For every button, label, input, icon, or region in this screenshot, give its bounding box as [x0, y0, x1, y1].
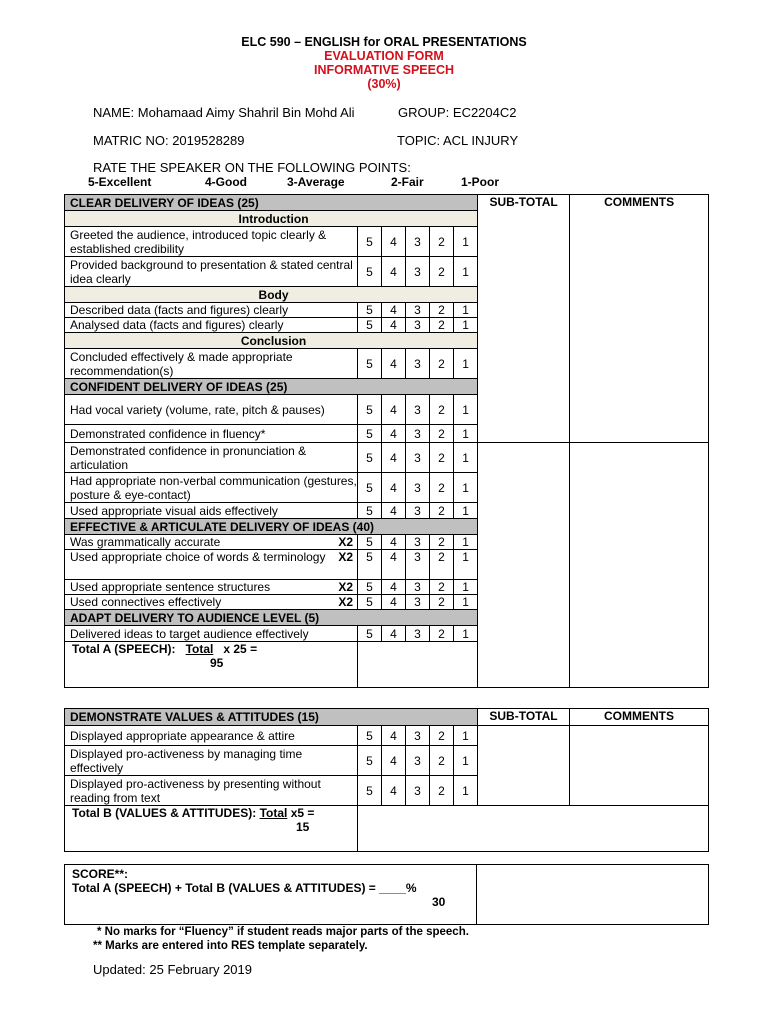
rating-4[interactable]: 4	[382, 535, 406, 550]
rating-2[interactable]: 2	[430, 726, 454, 746]
criterion-label: Displayed pro-activeness by managing time effectively	[65, 746, 358, 776]
rating-4[interactable]: 4	[382, 318, 406, 333]
scale-4: 4-Good	[205, 175, 247, 189]
rating-5[interactable]: 5	[358, 349, 382, 379]
subheading-body: Body	[65, 287, 478, 303]
rating-5[interactable]: 5	[358, 626, 382, 642]
rating-2[interactable]: 2	[430, 626, 454, 642]
rating-3[interactable]: 3	[406, 318, 430, 333]
rating-4[interactable]: 4	[382, 395, 406, 425]
total-b-multiplier: x5 =	[290, 806, 315, 820]
rating-2[interactable]: 2	[430, 595, 454, 610]
rating-4[interactable]: 4	[382, 503, 406, 519]
rating-4[interactable]: 4	[382, 349, 406, 379]
rating-1[interactable]: 1	[454, 626, 478, 642]
rating-4[interactable]: 4	[382, 726, 406, 746]
course-title: ELC 590 – ENGLISH for ORAL PRESENTATIONS	[241, 35, 527, 49]
rating-4[interactable]: 4	[382, 425, 406, 443]
rating-3[interactable]: 3	[406, 595, 430, 610]
criterion-label: Displayed appropriate appearance & attire	[65, 726, 358, 746]
total-a-label: Total A (SPEECH):	[72, 642, 176, 656]
rating-5[interactable]: 5	[358, 726, 382, 746]
subheading-conclusion: Conclusion	[65, 333, 478, 349]
rating-4[interactable]: 4	[382, 595, 406, 610]
rating-1[interactable]: 1	[454, 425, 478, 443]
comments-header: COMMENTS	[570, 195, 709, 443]
rating-3[interactable]: 3	[406, 726, 430, 746]
rating-2[interactable]: 2	[430, 303, 454, 318]
rating-5[interactable]: 5	[358, 776, 382, 806]
footnote-fluency: * No marks for “Fluency” if student reads major parts of the speech.	[97, 926, 469, 938]
scale-1: 1-Poor	[461, 175, 500, 189]
rating-2[interactable]: 2	[430, 395, 454, 425]
score-label: SCORE**:	[72, 867, 129, 881]
total-a-denominator: 95	[210, 656, 224, 670]
subtotal-cell-b[interactable]	[478, 726, 570, 806]
section-clear-delivery: CLEAR DELIVERY OF IDEAS (25)	[65, 195, 478, 211]
rating-5[interactable]: 5	[358, 425, 382, 443]
rating-2[interactable]: 2	[430, 535, 454, 550]
rating-4[interactable]: 4	[382, 443, 406, 473]
criterion-label: Described data (facts and figures) clearly	[65, 303, 358, 318]
multiplier-x2: X2	[338, 535, 353, 549]
subtotal-header: SUB-TOTAL	[478, 195, 570, 443]
rating-3[interactable]: 3	[406, 580, 430, 595]
rating-2[interactable]: 2	[430, 580, 454, 595]
rating-3[interactable]: 3	[406, 227, 430, 257]
rating-4[interactable]: 4	[382, 303, 406, 318]
rating-4[interactable]: 4	[382, 227, 406, 257]
criterion-label: Delivered ideas to target audience effectively	[65, 626, 358, 642]
total-a-word: Total	[185, 642, 214, 656]
criterion-row	[65, 726, 709, 746]
total-b-cell	[65, 806, 358, 852]
student-name: NAME: Mohamaad Aimy Shahril Bin Mohd Ali	[93, 105, 355, 120]
criterion-row	[65, 443, 709, 473]
criterion-label: Demonstrated confidence in fluency*	[65, 425, 358, 443]
rating-2[interactable]: 2	[430, 503, 454, 519]
rating-3[interactable]: 3	[406, 776, 430, 806]
rating-3[interactable]: 3	[406, 425, 430, 443]
score-value[interactable]	[477, 865, 709, 925]
speech-type: INFORMATIVE SPEECH	[313, 63, 455, 77]
rating-3[interactable]: 3	[406, 349, 430, 379]
rating-1[interactable]: 1	[454, 726, 478, 746]
rating-1[interactable]: 1	[454, 395, 478, 425]
rating-2[interactable]: 2	[430, 443, 454, 473]
criterion-label: Had appropriate non-verbal communication (gestures, posture & eye-contact)	[65, 473, 358, 503]
scale-2: 2-Fair	[391, 175, 424, 189]
rating-5[interactable]: 5	[358, 503, 382, 519]
rating-2[interactable]: 2	[430, 425, 454, 443]
score-cell	[65, 865, 477, 925]
rating-5[interactable]: 5	[358, 550, 382, 580]
updated-date: Updated: 25 February 2019	[93, 962, 252, 977]
rating-5[interactable]: 5	[358, 473, 382, 503]
rating-3[interactable]: 3	[406, 746, 430, 776]
criterion-label: Used appropriate visual aids effectively	[65, 503, 358, 519]
total-a-value[interactable]	[358, 642, 709, 688]
score-table	[64, 864, 709, 925]
scale-3: 3-Average	[287, 175, 345, 189]
criterion-label: Provided background to presentation & stated central idea clearly	[65, 257, 358, 287]
student-group: GROUP: EC2204C2	[398, 105, 517, 120]
rating-3[interactable]: 3	[406, 257, 430, 287]
rating-4[interactable]: 4	[382, 776, 406, 806]
rating-5[interactable]: 5	[358, 257, 382, 287]
rating-1[interactable]: 1	[454, 580, 478, 595]
rating-1[interactable]: 1	[454, 550, 478, 580]
rating-4[interactable]: 4	[382, 257, 406, 287]
multiplier-x2: X2	[338, 580, 353, 594]
total-a-multiplier: x 25 =	[223, 642, 258, 656]
total-b-word: Total	[259, 806, 288, 820]
criterion-label: Analysed data (facts and figures) clearly	[65, 318, 358, 333]
criterion-label: X2 Was grammatically accurate	[65, 535, 358, 550]
criterion-label: Displayed pro-activeness by presenting without reading from text	[65, 776, 358, 806]
criterion-label: X2 Used appropriate choice of words & terminology	[65, 550, 358, 580]
rating-2[interactable]: 2	[430, 746, 454, 776]
total-b-label: Total B (VALUES & ATTITUDES):	[72, 806, 257, 820]
rating-2[interactable]: 2	[430, 550, 454, 580]
score-formula: Total A (SPEECH) + Total B (VALUES & ATTITUDES) = ____%	[72, 881, 417, 895]
values-attitudes-table	[64, 708, 709, 852]
speech-evaluation-table	[64, 194, 709, 688]
criterion-label: Had vocal variety (volume, rate, pitch & pauses)	[65, 395, 358, 425]
criterion-label: X2 Used connectives effectively	[65, 595, 358, 610]
subheading-introduction: Introduction	[65, 211, 478, 227]
rating-1[interactable]: 1	[454, 443, 478, 473]
multiplier-x2: X2	[338, 595, 353, 609]
multiplier-x2: X2	[338, 550, 353, 564]
footnote-res: ** Marks are entered into RES template separately.	[93, 940, 368, 952]
rating-3[interactable]: 3	[406, 473, 430, 503]
score-denominator: 30	[432, 895, 446, 909]
criterion-label: Greeted the audience, introduced topic clearly & established credibility	[65, 227, 358, 257]
total-b-value[interactable]	[358, 806, 709, 852]
rating-1[interactable]: 1	[454, 227, 478, 257]
rating-5[interactable]: 5	[358, 303, 382, 318]
rating-1[interactable]: 1	[454, 746, 478, 776]
section-values-attitudes: DEMONSTRATE VALUES & ATTITUDES (15)	[65, 709, 478, 726]
comments-header-b: COMMENTS	[570, 709, 709, 726]
rating-5[interactable]: 5	[358, 395, 382, 425]
rating-1[interactable]: 1	[454, 535, 478, 550]
subtotal-header-b: SUB-TOTAL	[478, 709, 570, 726]
rating-1[interactable]: 1	[454, 349, 478, 379]
rating-2[interactable]: 2	[430, 776, 454, 806]
section-confident-delivery: CONFIDENT DELIVERY OF IDEAS (25)	[65, 379, 478, 395]
rating-2[interactable]: 2	[430, 318, 454, 333]
rating-2[interactable]: 2	[430, 257, 454, 287]
rating-1[interactable]: 1	[454, 473, 478, 503]
rating-5[interactable]: 5	[358, 746, 382, 776]
total-a-cell	[65, 642, 358, 688]
rating-1[interactable]: 1	[454, 318, 478, 333]
rating-4[interactable]: 4	[382, 550, 406, 580]
rating-4[interactable]: 4	[382, 580, 406, 595]
rating-3[interactable]: 3	[406, 503, 430, 519]
topic: TOPIC: ACL INJURY	[397, 133, 519, 148]
rating-3[interactable]: 3	[406, 443, 430, 473]
rating-3[interactable]: 3	[406, 303, 430, 318]
rating-1[interactable]: 1	[454, 303, 478, 318]
rating-1[interactable]: 1	[454, 503, 478, 519]
rating-2[interactable]: 2	[430, 349, 454, 379]
comments-cell-b[interactable]	[570, 726, 709, 806]
rating-3[interactable]: 3	[406, 395, 430, 425]
form-title: EVALUATION FORM	[324, 49, 444, 63]
rating-4[interactable]: 4	[382, 626, 406, 642]
weight: (30%)	[367, 77, 401, 91]
rating-4[interactable]: 4	[382, 746, 406, 776]
rating-5[interactable]: 5	[358, 227, 382, 257]
matric-no: MATRIC NO: 2019528289	[93, 133, 245, 148]
scale-5: 5-Excellent	[88, 175, 152, 189]
rating-1[interactable]: 1	[454, 595, 478, 610]
rating-3[interactable]: 3	[406, 535, 430, 550]
section-audience-level: ADAPT DELIVERY TO AUDIENCE LEVEL (5)	[65, 610, 478, 626]
rating-2[interactable]: 2	[430, 227, 454, 257]
rating-1[interactable]: 1	[454, 776, 478, 806]
section-effective-delivery: EFFECTIVE & ARTICULATE DELIVERY OF IDEAS (40)	[65, 519, 478, 535]
rating-5[interactable]: 5	[358, 318, 382, 333]
rating-5[interactable]: 5	[358, 595, 382, 610]
criterion-label: X2 Used appropriate sentence structures	[65, 580, 358, 595]
total-b-denominator: 15	[296, 820, 310, 834]
rating-5[interactable]: 5	[358, 443, 382, 473]
rating-3[interactable]: 3	[406, 626, 430, 642]
rating-3[interactable]: 3	[406, 550, 430, 580]
rating-1[interactable]: 1	[454, 257, 478, 287]
criterion-label: Demonstrated confidence in pronunciation & articulation	[65, 443, 358, 473]
criterion-label: Concluded effectively & made appropriate recommendation(s)	[65, 349, 358, 379]
rating-2[interactable]: 2	[430, 473, 454, 503]
instructions: RATE THE SPEAKER ON THE FOLLOWING POINTS:	[93, 160, 411, 175]
rating-4[interactable]: 4	[382, 473, 406, 503]
rating-5[interactable]: 5	[358, 535, 382, 550]
rating-5[interactable]: 5	[358, 580, 382, 595]
